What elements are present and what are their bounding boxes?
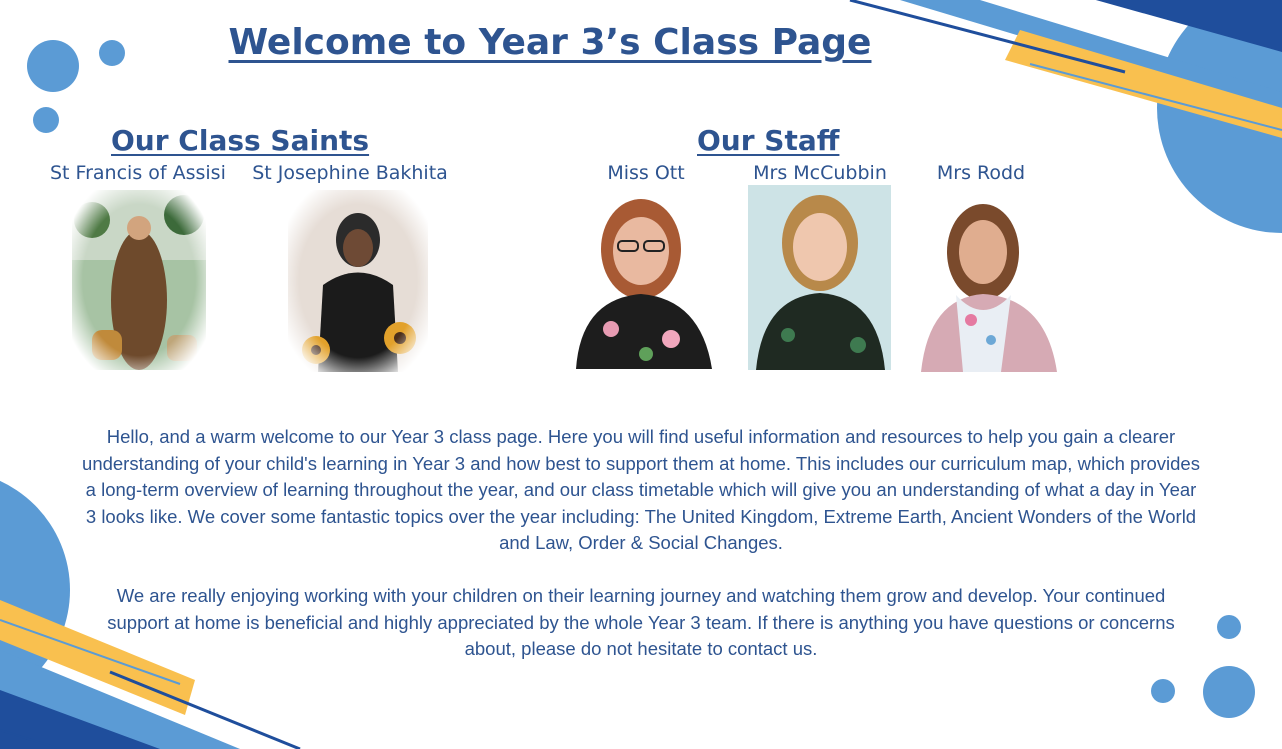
st-josephine-portrait <box>288 190 428 372</box>
decor-dot <box>1217 615 1241 639</box>
decor-dot <box>1151 679 1175 703</box>
staff-name-mrs-mccubbin: Mrs McCubbin <box>753 162 887 184</box>
st-francis-portrait <box>72 190 206 370</box>
mrs-mccubbin-photo <box>748 185 891 370</box>
staff-name-mrs-rodd: Mrs Rodd <box>936 162 1026 184</box>
decor-dot <box>1203 666 1255 718</box>
staff-heading: Our Staff <box>697 124 840 157</box>
mrs-rodd-photo <box>921 190 1057 372</box>
intro-paragraph-2: We are really enjoying working with your children on their learning journey and watching them grow and develop. Your continued support at home is beneficial and highly appreciated by the whole Year 3 team. If there is anything you have questions or concerns about, please do not hesitate to contact us. <box>107 585 1175 659</box>
saints-heading: Our Class Saints <box>111 124 370 157</box>
saint-name-josephine: St Josephine Bakhita <box>252 162 448 184</box>
page-title: Welcome to Year 3’s Class Page <box>228 22 872 63</box>
saint-name-francis: St Francis of Assisi <box>50 162 226 184</box>
miss-ott-photo <box>571 189 712 369</box>
intro-paragraph-1: Hello, and a warm welcome to our Year 3 class page. Here you will find useful information and resources to help you gain a clearer understanding of your child's learning in Year 3 and how best to support them at home. This includes our curriculum map, which provides a long-term overview of learning throughout the year, and our class timetable which will give you an understanding of what a day in Year 3 looks like. We cover some fantastic topics over the year including: The United Kingdom, Extreme Earth, Ancient Wonders of the World and Law, Order & Social Changes. <box>82 426 1200 553</box>
decor-dot <box>33 107 59 133</box>
staff-name-miss-ott: Miss Ott <box>607 162 685 184</box>
